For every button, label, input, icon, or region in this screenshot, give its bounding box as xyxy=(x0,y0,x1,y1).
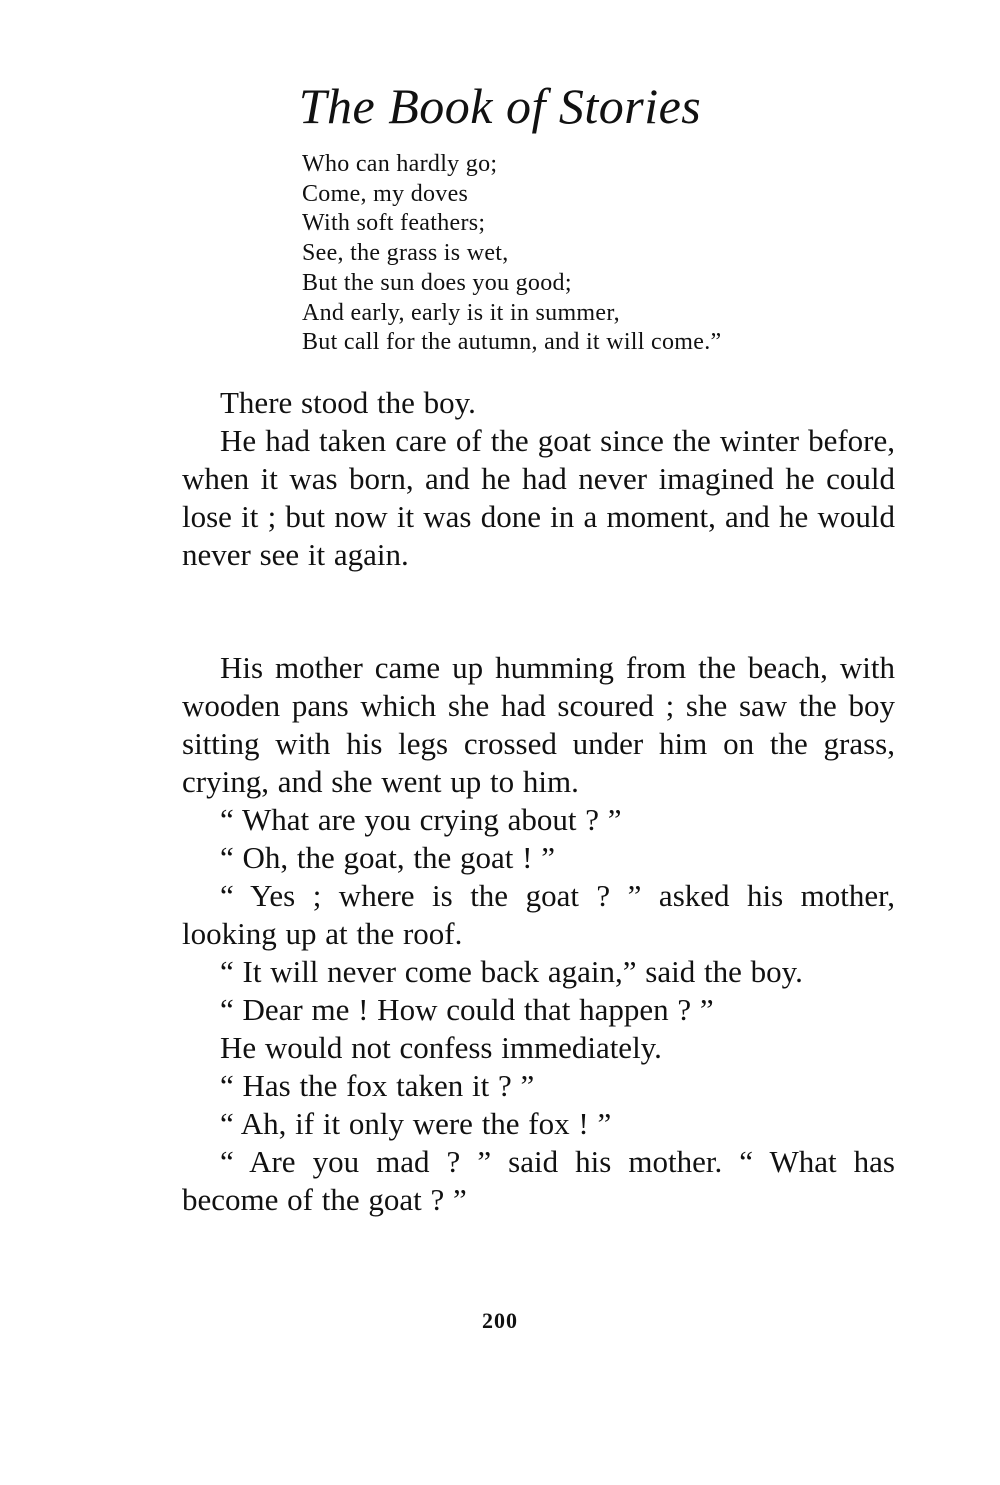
dialogue-line: “ Has the fox taken it ? ” xyxy=(220,1068,535,1103)
prose-block-1 xyxy=(182,384,895,574)
dialogue-line: “ Are you mad ? ” said his mother. “ What has become of the goat ? ” xyxy=(182,1144,895,1217)
paragraph: He would not confess immediately. xyxy=(220,1030,662,1065)
dialogue-line: “ Dear me ! How could that happen ? ” xyxy=(220,992,714,1027)
poem-line: See, the grass is wet, xyxy=(302,240,509,267)
poem-line: And early, early is it in summer, xyxy=(302,299,620,326)
dialogue-line: “ Oh, the goat, the goat ! ” xyxy=(220,840,555,875)
running-title: The Book of Stories xyxy=(298,78,702,134)
paragraph: He had taken care of the goat since the winter before, when it was born, and he had never imagined he could lose it ; but now it was done in a moment, and he would never see it again. xyxy=(182,423,895,572)
dialogue-line: “ Yes ; where is the goat ? ” asked his mother, looking up at the roof. xyxy=(182,878,895,951)
dialogue-line: “ What are you crying about ? ” xyxy=(220,802,622,837)
poem-line: Who can hardly go; xyxy=(302,151,498,177)
poem-line: With soft feathers; xyxy=(302,210,486,237)
dialogue-line: “ It will never come back again,” said the boy. xyxy=(220,954,803,989)
poem-line: But call for the autumn, and it will come.” xyxy=(302,329,722,356)
paragraph: His mother came up humming from the beach, with wooden pans which she had scoured ; she saw the boy sitting with his legs crossed under him on the grass, crying, and she went up to him. xyxy=(182,650,895,799)
poem-stanza xyxy=(302,150,862,358)
dialogue-line: “ Ah, if it only were the fox ! ” xyxy=(220,1106,612,1141)
paragraph: There stood the boy. xyxy=(220,385,476,420)
poem-line: Come, my doves xyxy=(302,180,469,207)
page-number: 200 xyxy=(482,1308,518,1333)
poem-line: But the sun does you good; xyxy=(302,269,572,296)
prose-block-2 xyxy=(182,649,895,1219)
